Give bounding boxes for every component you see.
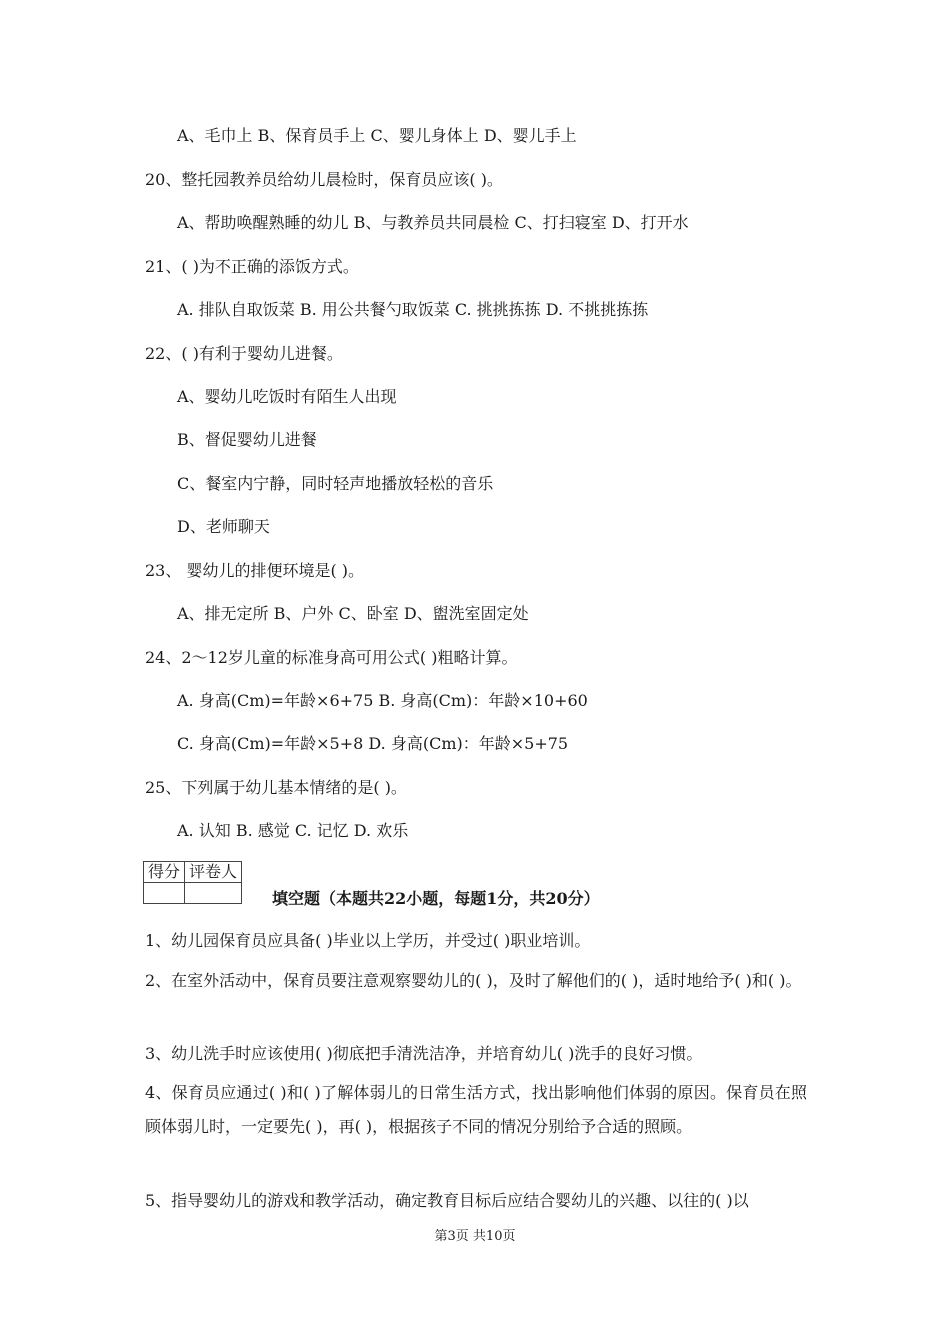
fill-question-5: 5、指导婴幼儿的游戏和教学活动，确定教育目标后应结合婴幼儿的兴趣、以往的( )以 xyxy=(145,1191,749,1210)
option-line: A. 认知 B. 感觉 C. 记忆 D. 欢乐 xyxy=(177,821,409,840)
score-label: 得分 xyxy=(144,862,185,883)
fill-question-2: 2、在室外活动中，保育员要注意观察婴幼儿的( )，及时了解他们的( )，适时地给予( )和( )。 xyxy=(145,971,802,990)
question-25: 25、下列属于幼儿基本情绪的是( )。 xyxy=(145,778,407,797)
option-line: B、督促婴幼儿进餐 xyxy=(177,430,317,449)
option-line: A、毛巾上 B、保育员手上 C、婴儿身体上 D、婴儿手上 xyxy=(177,126,577,145)
option-line: D、老师聊天 xyxy=(177,517,270,536)
grader-label: 评卷人 xyxy=(185,862,242,883)
score-cell xyxy=(144,883,185,904)
fill-question-4: 4、保育员应通过( )和( )了解体弱儿的日常生活方式，找出影响他们体弱的原因。保育员在照顾体弱儿时，一定要先( )，再( )，根据孩子不同的情况分别给予合适的照顾。 xyxy=(145,1083,807,1136)
fill-question-3: 3、幼儿洗手时应该使用( )彻底把手清洗洁净，并培育幼儿( )洗手的良好习惯。 xyxy=(145,1044,703,1063)
option-line: A、排无定所 B、户外 C、卧室 D、盥洗室固定处 xyxy=(177,604,529,623)
option-line: A、帮助唤醒熟睡的幼儿 B、与教养员共同晨检 C、打扫寝室 D、打开水 xyxy=(177,213,689,232)
grader-cell xyxy=(185,883,242,904)
section-title: 填空题（本题共22小题，每题1分，共20分） xyxy=(272,889,600,908)
question-23: 23、 婴幼儿的排便环境是( )。 xyxy=(145,561,365,580)
question-20: 20、整托园教养员给幼儿晨检时，保育员应该( )。 xyxy=(145,170,503,189)
option-line: C. 身高(Cm)=年龄×5+8 D. 身高(Cm)：年龄×5+75 xyxy=(177,734,569,753)
page-footer: 第3页 共10页 xyxy=(434,1229,516,1244)
question-22: 22、( )有利于婴幼儿进餐。 xyxy=(145,344,343,363)
option-line: A. 身高(Cm)=年龄×6+75 B. 身高(Cm)：年龄×10+60 xyxy=(177,691,588,710)
option-line: A、婴幼儿吃饭时有陌生人出现 xyxy=(177,387,397,406)
fill-question-1: 1、幼儿园保育员应具备( )毕业以上学历，并受过( )职业培训。 xyxy=(145,931,591,950)
question-24: 24、2～12岁儿童的标准身高可用公式( )粗略计算。 xyxy=(145,648,518,667)
score-box xyxy=(143,861,242,904)
question-21: 21、( )为不正确的添饭方式。 xyxy=(145,257,359,276)
option-line: A. 排队自取饭菜 B. 用公共餐勺取饭菜 C. 挑挑拣拣 D. 不挑挑拣拣 xyxy=(177,300,649,319)
option-line: C、餐室内宁静，同时轻声地播放轻松的音乐 xyxy=(177,474,494,493)
